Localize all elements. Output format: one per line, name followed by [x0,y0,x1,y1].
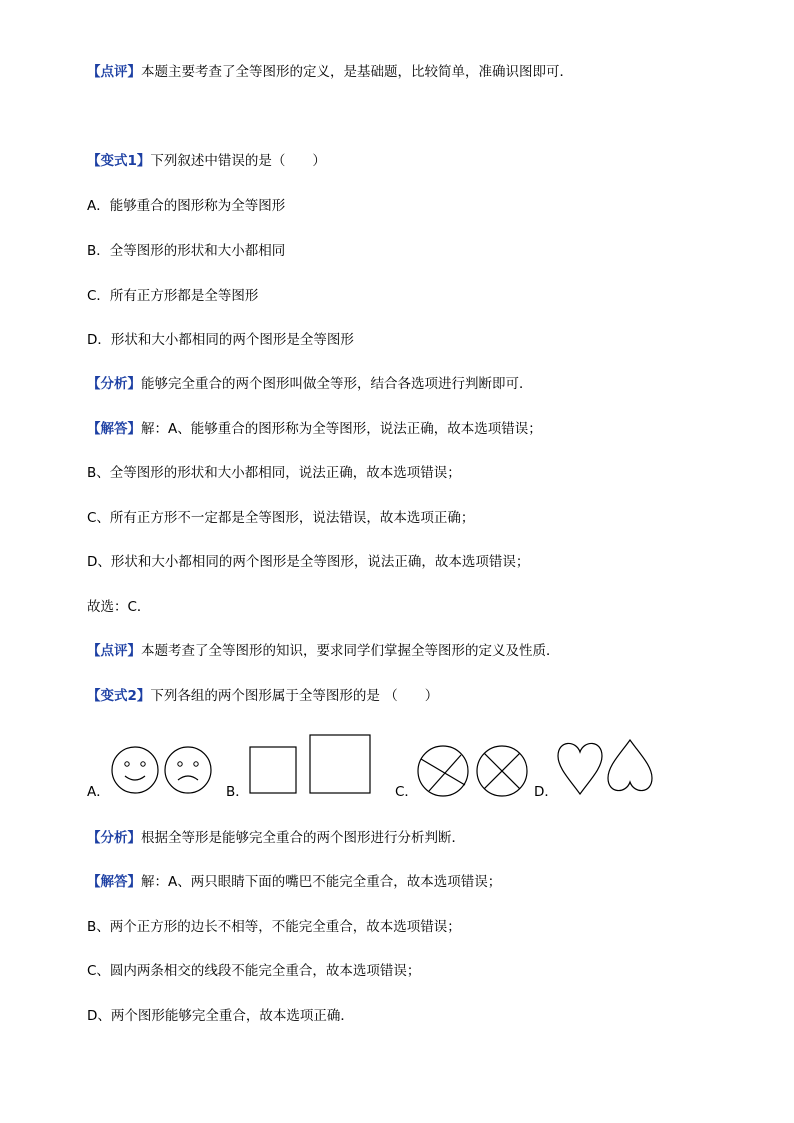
figure-label-a: A． [87,784,110,800]
answer-final: 故选：C． [87,599,151,615]
option-c: C．所有正方形都是全等图形 [87,288,259,304]
comment-text: 本题考查了全等图形的知识，要求同学们掌握全等图形的定义及性质． [141,643,560,659]
variant-1-answer [87,420,542,438]
circle-chords-figure-1 [417,745,469,797]
comment-text: 本题主要考查了全等图形的定义，是基础题，比较简单，准确识图即可． [141,64,573,80]
variant-tag: 【变式1】 [87,153,151,169]
variant-2-analysis [87,829,465,847]
comment-tag: 【点评】 [87,643,141,659]
variant-2-question [87,687,438,705]
answer-tag: 【解答】 [87,874,141,890]
answer-line: 解：A、两只眼睛下面的嘴巴不能完全重合，故本选项错误； [141,874,502,890]
option-d: D．形状和大小都相同的两个图形是全等图形 [87,332,354,348]
option-b: B．全等图形的形状和大小都相同 [87,243,286,259]
variant-1-question [87,152,326,170]
figure-options [87,728,687,808]
variant-1-analysis [87,375,533,393]
answer-line: D、形状和大小都相同的两个图形是全等图形，说法正确，故本选项错误； [87,554,530,570]
variant-1-comment [87,642,560,660]
variant-tag: 【变式2】 [87,688,151,704]
large-square-figure [309,734,373,796]
question-text: 下列叙述中错误的是（ ） [150,153,326,169]
comment-1 [87,63,573,81]
analysis-text: 能够完全重合的两个图形叫做全等形，结合各选项进行判断即可． [141,376,533,392]
answer-line: D、两个图形能够完全重合，故本选项正确． [87,1008,354,1024]
analysis-tag: 【分析】 [87,830,141,846]
answer-line: C、圆内两条相交的线段不能完全重合，故本选项错误； [87,963,421,979]
figure-label-b: B． [226,784,249,800]
answer-line: C、所有正方形不一定都是全等图形，说法错误，故本选项正确； [87,510,475,526]
analysis-text: 根据全等形是能够完全重合的两个图形进行分析判断． [141,830,465,846]
analysis-tag: 【分析】 [87,376,141,392]
question-text: 下列各组的两个图形属于全等图形的是 （ ） [150,688,439,704]
inverted-heart-figure [606,738,654,796]
variant-2-answer [87,873,501,891]
comment-tag: 【点评】 [87,64,141,80]
option-a: A．能够重合的图形称为全等图形 [87,198,286,214]
figure-label-d: D． [534,784,558,800]
circle-chords-figure-2 [476,745,528,797]
answer-line: B、两个正方形的边长不相等，不能完全重合，故本选项错误； [87,919,461,935]
sad-face-figure [164,746,214,796]
answer-line: B、全等图形的形状和大小都相同，说法正确，故本选项错误； [87,465,461,481]
small-square-figure [249,746,299,796]
answer-line: 解：A、能够重合的图形称为全等图形，说法正确，故本选项错误； [141,421,542,437]
answer-tag: 【解答】 [87,421,141,437]
smiley-face-figure [111,746,161,796]
heart-figure [556,738,604,796]
figure-label-c: C． [395,784,418,800]
